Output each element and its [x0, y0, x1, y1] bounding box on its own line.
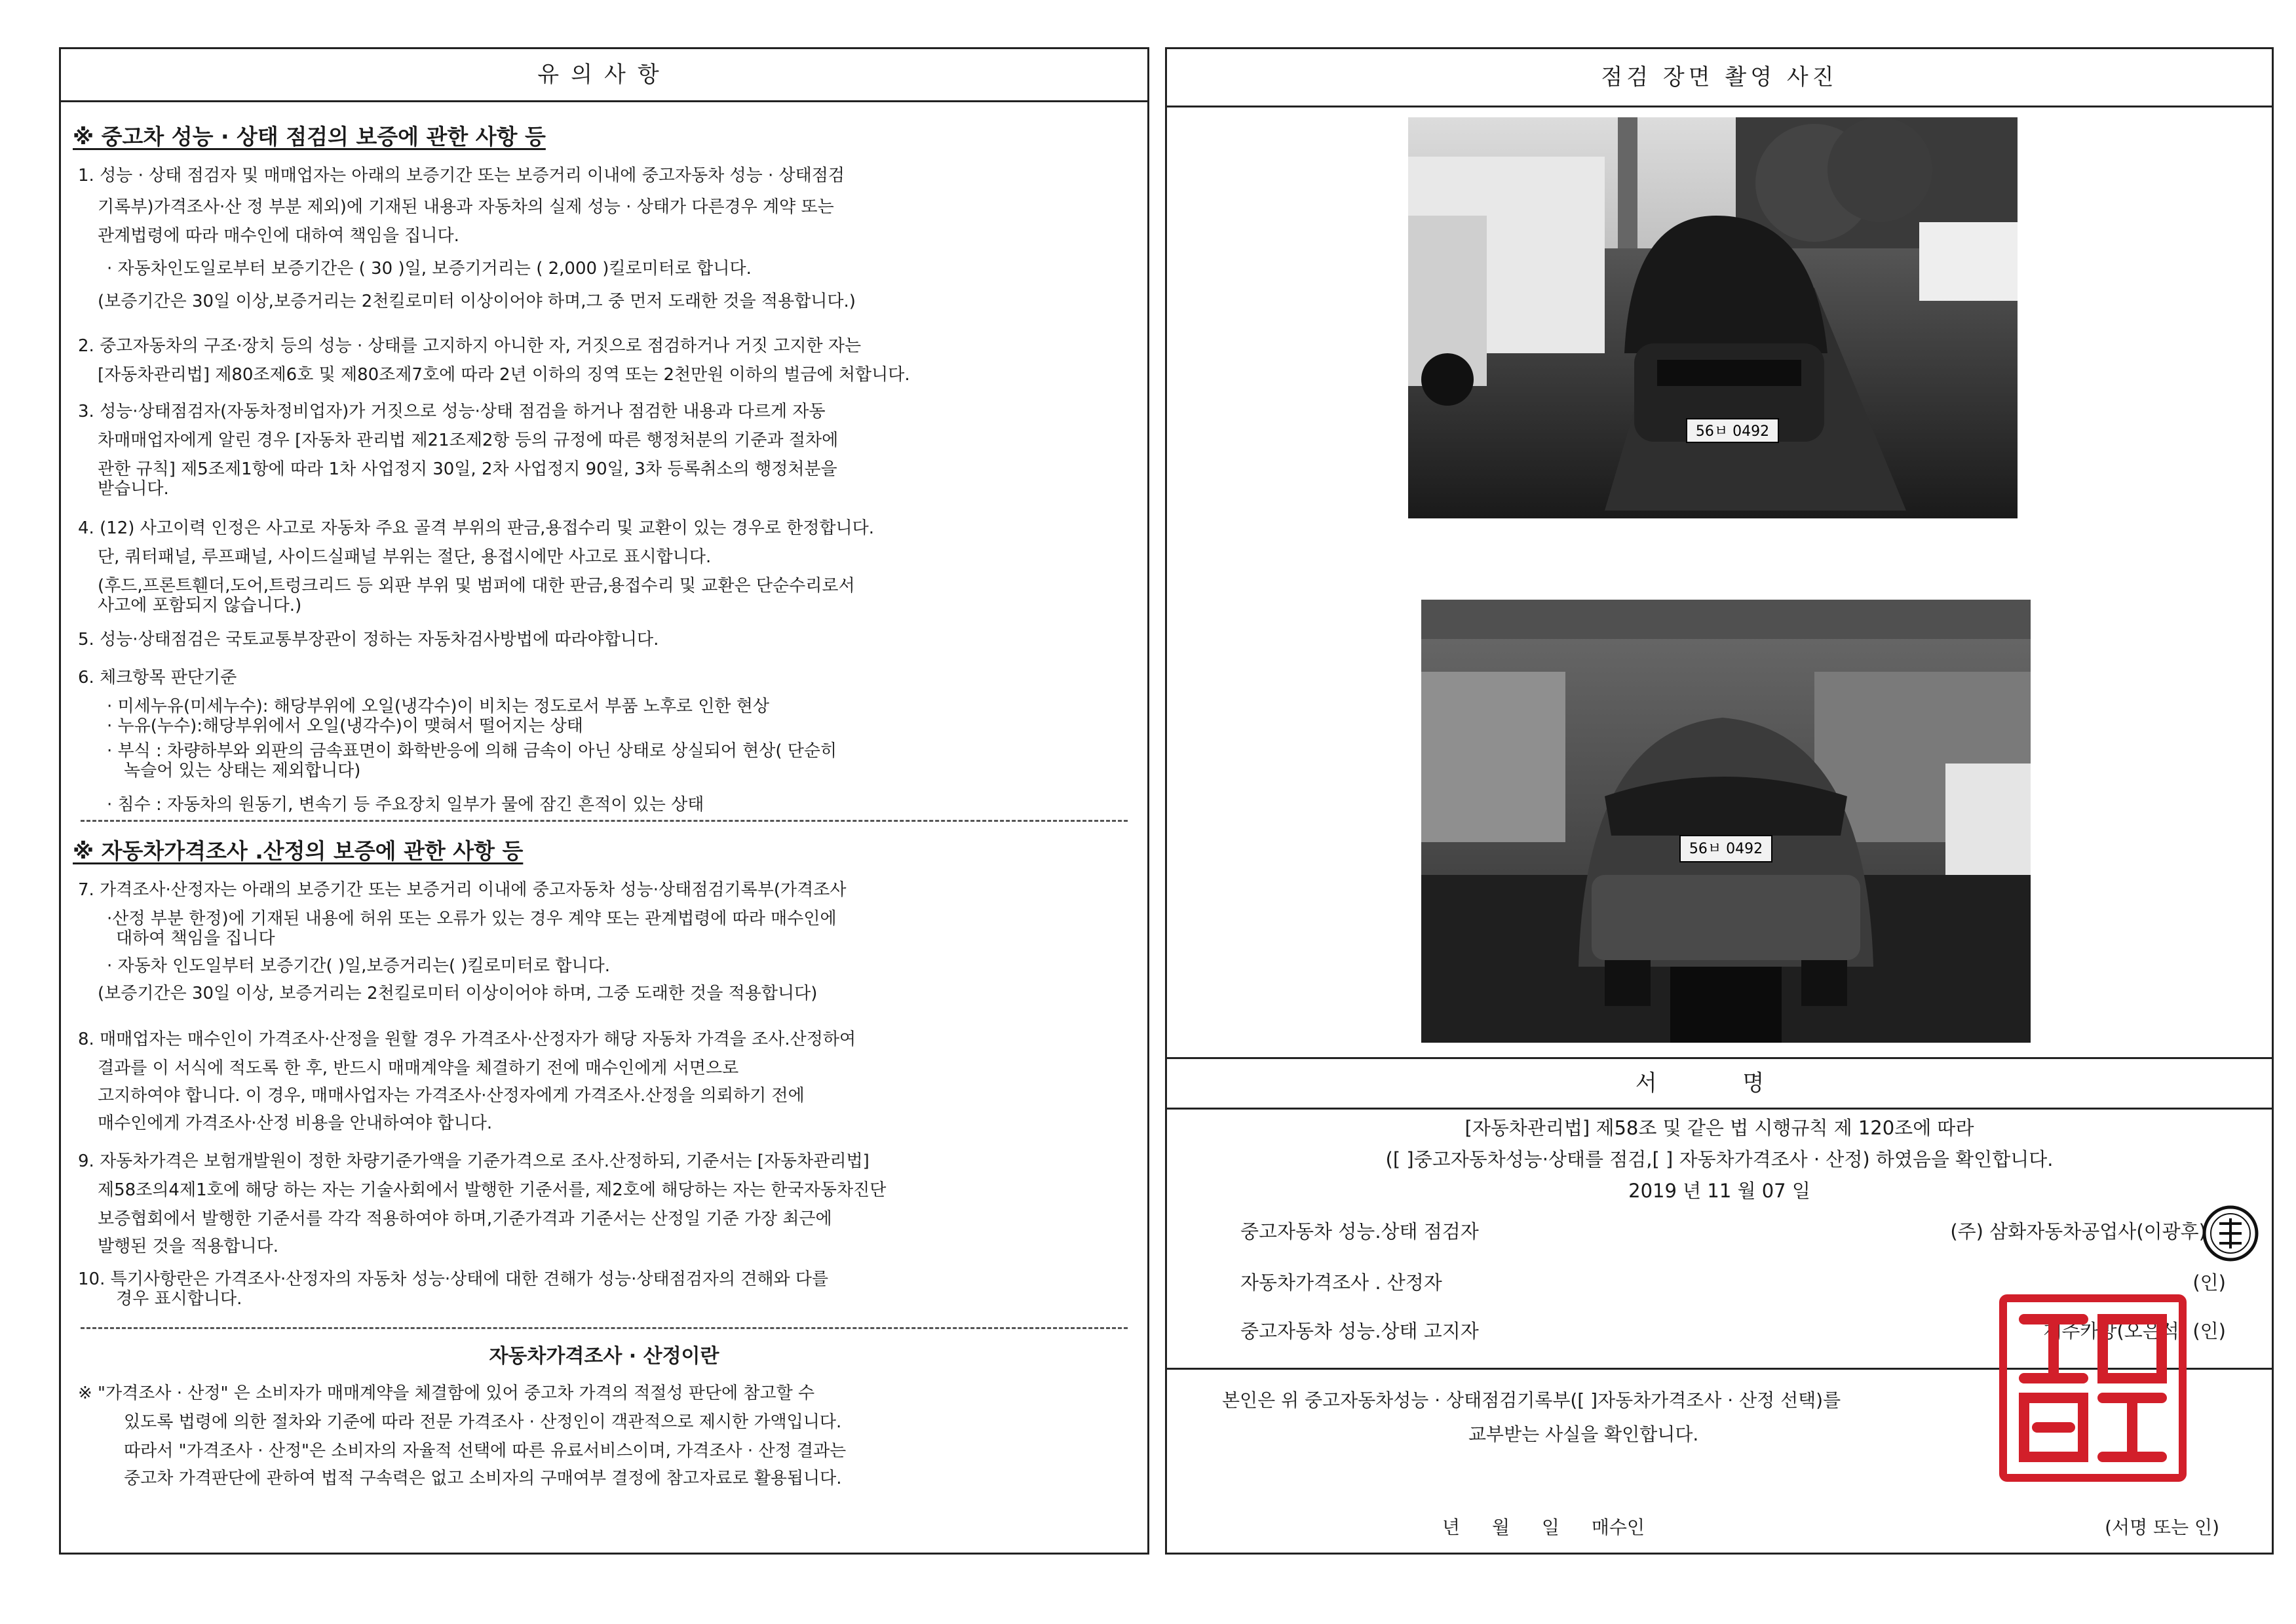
buyer-signature-label: (서명 또는 인) [2105, 1517, 2219, 1538]
divider [81, 1327, 1128, 1329]
body-line: 사고에 포함되지 않습니다.) [98, 596, 302, 615]
sign-date: 2019 년 11 월 07 일 [1628, 1180, 1810, 1202]
body-line: 보증협회에서 발행한 기준서를 각각 적용하여야 하며,기준가격과 기준서는 산정일 기준 가장 최근에 [98, 1209, 832, 1229]
body-line: · 부식 : 차량하부와 외판의 금속표면이 화학반응에 의해 금속이 아닌 상태로 상실되어 현상( 단순히 [107, 741, 837, 761]
body-line: 4. (12) 사고이력 인정은 사고로 자동차 주요 골격 부위의 판금,용접수리 및 교환이 있는 경우로 한정합니다. [78, 518, 875, 538]
section2-title: ※ 자동차가격조사 .산정의 보증에 관한 사항 등 [73, 838, 524, 864]
photo-sign-panel [1165, 47, 2274, 1555]
body-line: 받습니다. [98, 479, 169, 499]
body-line: 경우 표시합니다. [116, 1289, 242, 1309]
buyer-date: 년 월 일 매수인 [1442, 1517, 1645, 1538]
section1-title: ※ 중고차 성능 · 상태 점검의 보증에 관한 사항 등 [73, 124, 546, 149]
body-line: (보증기간은 30일 이상, 보증거리는 2천킬로미터 이상이어야 하며, 그중 도래한 것을 적용합니다) [98, 984, 818, 1003]
appraiser-value: (인) [2192, 1271, 2226, 1294]
body-line: · 자동차인도일로부터 보증기간은 ( 30 )일, 보증기거리는 ( 2,000 )킬로미터로 합니다. [107, 259, 752, 279]
sign-header: 서 명 [1167, 1057, 2272, 1110]
body-line: · 자동차 인도일부터 보증기간( )일,보증거리는( )킬로미터로 합니다. [107, 956, 610, 976]
photo-header: 점검 장면 촬영 사진 [1167, 49, 2272, 107]
buyer-line-2: 교부받는 사실을 확인합니다. [1468, 1423, 1699, 1445]
body-line: 관계법령에 따라 매수인에 대하여 책임을 집니다. [98, 226, 459, 246]
body-line: 결과를 이 서식에 적도록 한 후, 반드시 매매계약을 체결하기 전에 매수인에게 서면으로 [98, 1058, 739, 1078]
body-line: 따라서 "가격조사 · 산정"은 소비자의 자율적 선택에 따른 유료서비스이며, 가격조사 · 산정 결과는 [124, 1441, 847, 1461]
appraiser-label: 자동차가격조사 . 산정자 [1240, 1271, 1442, 1294]
body-line: 1. 성능 · 상태 점검자 및 매매업자는 아래의 보증기간 또는 보증거리 이내에 중고자동차 성능 · 상태점검 [78, 166, 845, 185]
plate-text: 56ㅂ 0492 [1689, 841, 1763, 857]
body-line: 2. 중고자동차의 구조·장치 등의 성능 · 상태를 고지하지 아니한 자, 거짓으로 점검하거나 거짓 고지한 자는 [78, 336, 862, 356]
car-front-image [1408, 117, 2018, 518]
body-line: [자동차관리법] 제80조제6호 및 제80조제7호에 따라 2년 이하의 징역 또는 2천만원 이하의 벌금에 처합니다. [98, 365, 910, 385]
inspector-value: (주) 삼화자동차공업사(이광후) [1950, 1220, 2206, 1243]
body-line: 7. 가격조사·산정자는 아래의 보증기간 또는 보증거리 이내에 중고자동차 성능·상태점검기록부(가격조사 [78, 880, 847, 900]
notice-header: 유의사항 [61, 49, 1147, 102]
dealer-seal-icon [1998, 1293, 2188, 1483]
body-line: 10. 특기사항란은 가격조사·산정자의 자동차 성능·상태에 대한 견해가 성능·상태점검자의 견해와 다를 [78, 1269, 829, 1289]
body-line: · 침수 : 자동차의 원동기, 변속기 등 주요장치 일부가 물에 잠긴 흔적이 있는 상태 [107, 795, 704, 815]
law-line-2: ([ ]중고자동차성능·상태를 점검,[ ] 자동차가격조사 · 산정) 하였음을 확인합니다. [1385, 1148, 2054, 1170]
plate-text: 56ㅂ 0492 [1695, 423, 1770, 440]
body-line: 5. 성능·상태점검은 국토교통부장관이 정하는 자동차검사방법에 따라야합니다. [78, 630, 659, 649]
body-line: ※ "가격조사 · 산정" 은 소비자가 매매계약을 체결함에 있어 중고차 가격의 적절성 판단에 참고할 수 [78, 1383, 815, 1403]
body-line: (보증기간은 30일 이상,보증거리는 2천킬로미터 이상이어야 하며,그 중 먼저 도래한 것을 적용합니다.) [98, 292, 856, 311]
divider [81, 820, 1128, 822]
body-line: 발행된 것을 적용합니다. [98, 1237, 278, 1256]
body-line: 단, 쿼터패널, 루프패널, 사이드실패널 부위는 절단, 용접시에만 사고로 표시합니다. [98, 547, 712, 567]
body-line: 녹슬어 있는 상태는 제외합니다) [124, 761, 361, 781]
buyer-line-1: 본인은 위 중고자동차성능 · 상태점검기록부([ ]자동차가격조사 · 산정 선택)를 [1222, 1389, 1841, 1411]
body-line: 중고차 가격판단에 관하여 법적 구속력은 없고 소비자의 구매여부 결정에 참고자료로 활용됩니다. [124, 1469, 842, 1488]
front-view-photo [1408, 117, 2018, 518]
body-line: 고지하여야 합니다. 이 경우, 매매사업자는 가격조사·산정자에게 가격조사.산정을 의뢰하기 전에 [98, 1086, 805, 1106]
body-line: 8. 매매업자는 매수인이 가격조사·산정을 원할 경우 가격조사·산정자가 해당 자동차 가격을 조사.산정하여 [78, 1030, 856, 1049]
body-line: 관한 규칙] 제5조제1항에 따라 1차 사업정지 30일, 2차 사업정지 90일, 3차 등록취소의 행정처분을 [98, 459, 837, 479]
inspector-label: 중고자동차 성능.상태 점검자 [1240, 1220, 1479, 1243]
section3-title: 자동차가격조사 · 산정이란 [489, 1345, 719, 1368]
body-line: · 누유(누수):해당부위에서 오일(냉각수)이 맺혀서 떨어지는 상태 [107, 716, 583, 736]
body-line: 제58조의4제1호에 해당 하는 자는 기술사회에서 발행한 기준서를, 제2호에 해당하는 자는 한국자동차진단 [98, 1180, 887, 1200]
body-line: 차매매업자에게 알린 경우 [자동차 관리법 제21조제2항 등의 규정에 따른 행정처분의 기준과 절차에 [98, 431, 839, 450]
body-line: 9. 자동차가격은 보험개발원이 정한 차량기준가액을 기준가격으로 조사.산정하되, 기준서는 [자동차관리법] [78, 1151, 870, 1171]
car-rear-image [1421, 600, 2031, 1043]
body-line: 기록부)가격조사·산 정 부분 제외)에 기재된 내용과 자동차의 실제 성능 · 상태가 다른경우 계약 또는 [98, 197, 834, 217]
company-seal-icon [2201, 1204, 2260, 1263]
body-line: 3. 성능·상태점검자(자동차정비업자)가 거짓으로 성능·상태 점검을 하거나 점검한 내용과 다르게 자동 [78, 402, 826, 421]
body-line: 매수인에게 가격조사·산정 비용을 안내하여야 합니다. [98, 1113, 493, 1133]
law-line-1: [자동차관리법] 제58조 및 같은 법 시행규칙 제 120조에 따라 [1464, 1117, 1974, 1139]
body-line: 6. 체크항목 판단기준 [78, 668, 237, 687]
notifier-label: 중고자동차 성능.상태 고지자 [1240, 1320, 1479, 1342]
notifier-value: 제주카방(오은석) (인) [2043, 1320, 2226, 1342]
rear-view-photo [1421, 600, 2031, 1043]
body-line: ·산정 부분 한정)에 기재된 내용에 허위 또는 오류가 있는 경우 계약 또는 관계법령에 따라 매수인에 [107, 909, 837, 929]
notice-panel [59, 47, 1149, 1555]
body-line: 대하여 책임을 집니다 [116, 929, 275, 948]
body-line: (후드,프론트휀더,도어,트렁크리드 등 외판 부위 및 범퍼에 대한 판금,용접수리 및 교환은 단순수리로서 [98, 576, 855, 596]
body-line: 있도록 법령에 의한 절차와 기준에 따라 전문 가격조사 · 산정인이 객관적으로 제시한 가액입니다. [124, 1412, 842, 1432]
body-line: · 미세누유(미세누수): 해당부위에 오일(냉각수)이 비치는 정도로서 부품 노후로 인한 현상 [107, 697, 770, 716]
